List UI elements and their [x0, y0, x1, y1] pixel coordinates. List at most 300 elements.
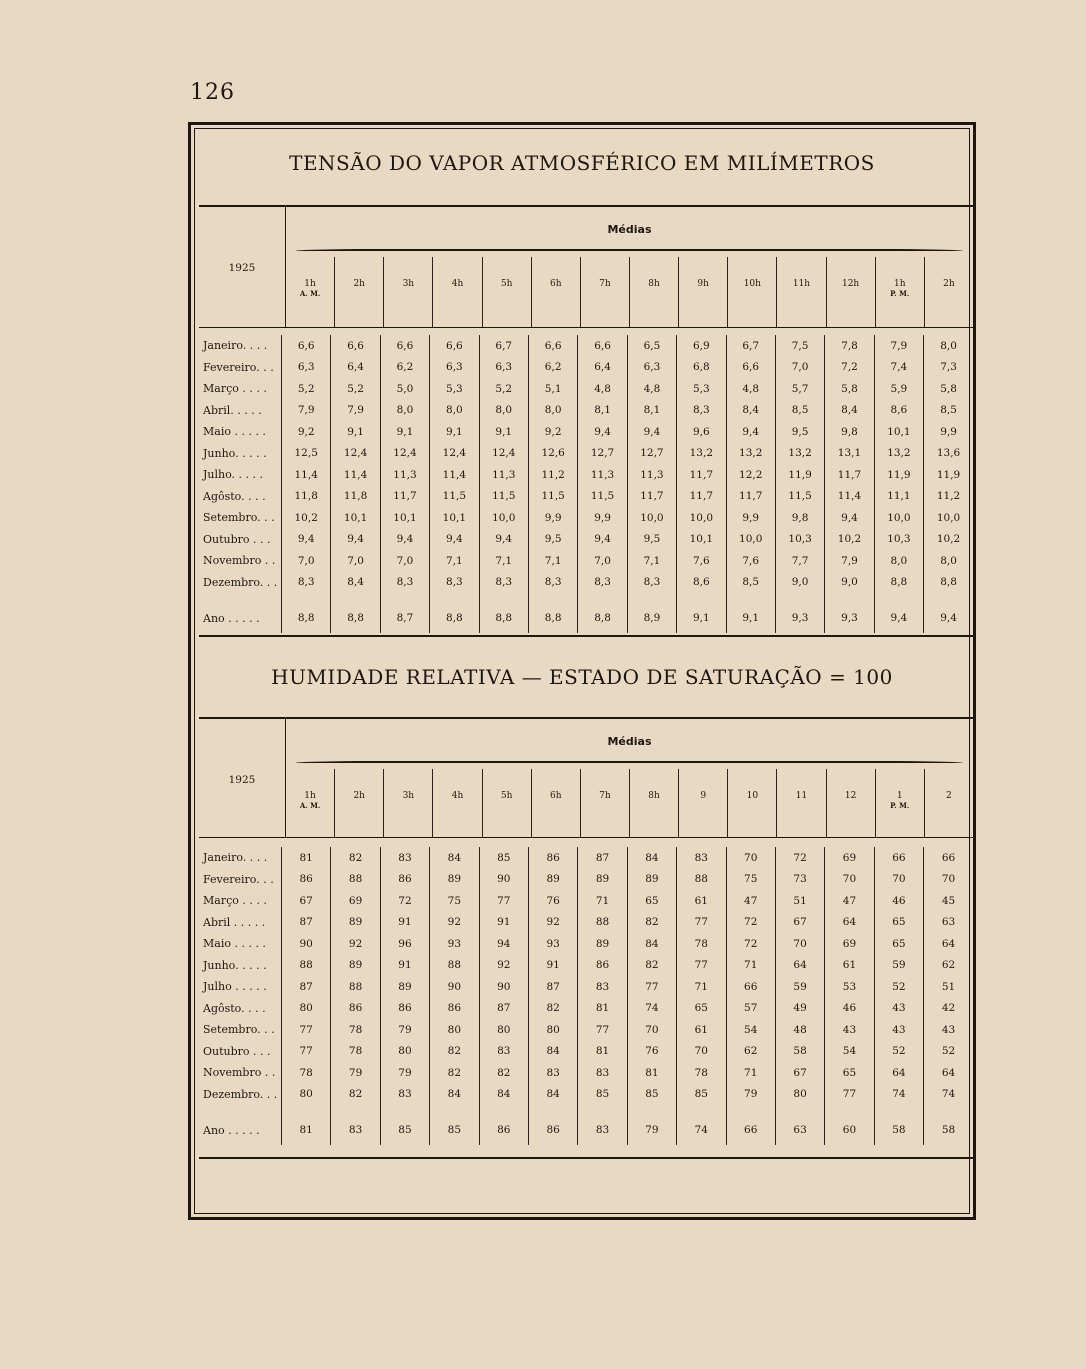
table-cell: 7,9 [331, 400, 380, 422]
table-cell: 51 [924, 976, 973, 998]
table-cell: 47 [825, 890, 874, 912]
table-cell: 78 [677, 933, 726, 955]
table-row [199, 933, 973, 955]
table-cell: 86 [331, 998, 380, 1020]
table-cell: 9,3 [775, 603, 824, 633]
table-cell: 7,1 [479, 550, 528, 572]
table-cell: 7,0 [331, 550, 380, 572]
table-cell: 12,7 [627, 443, 676, 465]
spacer-row [199, 1105, 973, 1115]
table-cell: 79 [726, 1084, 775, 1106]
table-cell: 10,0 [726, 529, 775, 551]
table-cell: 11,7 [380, 486, 429, 508]
row-label: Novembro . . [203, 554, 276, 568]
table-cell: 9,2 [528, 421, 577, 443]
table-cell: 87 [479, 998, 528, 1020]
table-cell: 86 [528, 847, 577, 869]
table-cell: 5,3 [677, 378, 726, 400]
hour-label: 8h [648, 279, 660, 289]
table-cell: 91 [528, 955, 577, 977]
table-cell: 9,4 [479, 529, 528, 551]
table-cell: 65 [874, 912, 923, 934]
table-cell: 11,2 [528, 464, 577, 486]
table-cell: 9,1 [430, 421, 479, 443]
table-cell: 84 [627, 847, 676, 869]
table-cell: 82 [430, 1062, 479, 1084]
table-cell: 80 [775, 1084, 824, 1106]
table-cell: 11,5 [578, 486, 627, 508]
table-cell: 89 [430, 869, 479, 891]
table-cell: 83 [479, 1041, 528, 1063]
table-cell: 88 [331, 869, 380, 891]
table-cell: 46 [874, 890, 923, 912]
table-cell: 8,7 [380, 603, 429, 633]
table-cell: 12,4 [430, 443, 479, 465]
table-cell: 8,0 [430, 400, 479, 422]
hour-label: 4h [451, 279, 464, 289]
table-cell: 7,0 [578, 550, 627, 572]
table-cell: 9,4 [380, 529, 429, 551]
table-cell: 80 [282, 998, 331, 1020]
table-cell: 7,1 [430, 550, 479, 572]
hour-header [776, 257, 825, 327]
table-cell: 9,5 [627, 529, 676, 551]
hour-label: 1h [893, 279, 906, 289]
table-row [199, 1019, 973, 1041]
table-cell: 52 [924, 1041, 973, 1063]
table-cell: 72 [775, 847, 824, 869]
table-cell: 10,0 [677, 507, 726, 529]
hour-label: 2h [353, 279, 365, 289]
table-cell: 77 [282, 1041, 331, 1063]
table-cell: 65 [874, 933, 923, 955]
table-cell: 51 [775, 890, 824, 912]
table-cell: 9,4 [627, 421, 676, 443]
hour-label: 5h [500, 791, 513, 801]
table-cell: 83 [677, 847, 726, 869]
table-cell: 4,8 [627, 378, 676, 400]
table-cell: 87 [528, 976, 577, 998]
table-cell: 70 [775, 933, 824, 955]
hour-label: 10h [743, 279, 761, 289]
row-label: Dezembro. . . [203, 1087, 278, 1101]
table-row [199, 1084, 973, 1106]
table-cell: 69 [825, 847, 874, 869]
table-cell: 6,5 [627, 335, 676, 357]
table-cell: 9,8 [825, 421, 874, 443]
table-cell: 78 [331, 1019, 380, 1041]
table-cell: 9,1 [380, 421, 429, 443]
table-cell: 70 [924, 869, 973, 891]
row-label: Março . . . . [203, 894, 267, 908]
table-cell: 12,7 [578, 443, 627, 465]
table-row [199, 955, 973, 977]
table-cell: 6,2 [380, 357, 429, 379]
hour-header [629, 257, 678, 327]
table-cell: 89 [331, 955, 380, 977]
table-cell: 70 [726, 847, 775, 869]
spacer-row [199, 593, 973, 603]
table-cell: 89 [331, 912, 380, 934]
table-cell: 7,6 [677, 550, 726, 572]
table-cell: 77 [282, 1019, 331, 1041]
table-cell: 13,2 [775, 443, 824, 465]
row-label: Março . . . . [203, 382, 267, 396]
row-label: Ano . . . . . [203, 611, 260, 625]
humidity-header [199, 717, 973, 838]
table-cell: 67 [282, 890, 331, 912]
table-cell: 88 [578, 912, 627, 934]
table-cell: 71 [578, 890, 627, 912]
table-cell: 11,3 [627, 464, 676, 486]
table-cell: 8,0 [380, 400, 429, 422]
table-cell: 5,2 [282, 378, 331, 400]
table-cell: 83 [380, 847, 429, 869]
table-cell: 89 [627, 869, 676, 891]
table-cell: 8,6 [677, 572, 726, 594]
table-cell: 11,4 [430, 464, 479, 486]
table-cell: 9,4 [825, 507, 874, 529]
hour-header [727, 257, 776, 327]
table-cell: 60 [825, 1115, 874, 1145]
hour-header [580, 769, 629, 837]
table-cell: 77 [825, 1084, 874, 1106]
row-label: Agôsto. . . . [203, 1001, 266, 1015]
table-cell: 61 [677, 1019, 726, 1041]
table-cell: 6,6 [726, 357, 775, 379]
table-cell: 72 [726, 933, 775, 955]
table-cell: 9,2 [282, 421, 331, 443]
table-cell: 49 [775, 998, 824, 1020]
table-cell: 80 [430, 1019, 479, 1041]
table-cell: 86 [380, 998, 429, 1020]
table-cell: 70 [874, 869, 923, 891]
table-cell: 54 [825, 1041, 874, 1063]
table-cell: 67 [775, 1062, 824, 1084]
table-cell: 11,8 [331, 486, 380, 508]
table-cell: 81 [578, 998, 627, 1020]
row-label: Abril. . . . . [203, 403, 262, 417]
table-cell: 61 [825, 955, 874, 977]
table-cell: 87 [282, 976, 331, 998]
table-cell: 79 [627, 1115, 676, 1145]
table-cell: 9,9 [528, 507, 577, 529]
table-cell: 79 [380, 1019, 429, 1041]
table-cell: 7,9 [825, 550, 874, 572]
table-cell: 52 [874, 976, 923, 998]
table-cell: 5,2 [479, 378, 528, 400]
vapor-medias-brace [295, 249, 963, 251]
row-label: Junho. . . . . [203, 446, 267, 460]
table-row [199, 976, 973, 998]
hour-header [432, 257, 481, 327]
hour-label: 9h [697, 279, 709, 289]
table-cell: 42 [924, 998, 973, 1020]
hour-label: 5h [500, 279, 513, 289]
hour-label: 6h [550, 279, 562, 289]
hour-label: 1h [304, 279, 316, 289]
table-cell: 84 [430, 1084, 479, 1106]
table-cell: 11,2 [924, 486, 973, 508]
table-row [199, 335, 973, 357]
table-cell: 10,1 [677, 529, 726, 551]
table-cell: 8,5 [726, 572, 775, 594]
table-cell: 88 [282, 955, 331, 977]
table-cell: 52 [874, 1041, 923, 1063]
table-cell: 7,2 [825, 357, 874, 379]
table-cell: 80 [479, 1019, 528, 1041]
table-cell: 90 [430, 976, 479, 998]
table-cell: 74 [677, 1115, 726, 1145]
table-cell: 13,2 [874, 443, 923, 465]
table-cell: 46 [825, 998, 874, 1020]
table-cell: 89 [528, 869, 577, 891]
table-cell: 93 [430, 933, 479, 955]
table-cell: 8,8 [528, 603, 577, 633]
table-cell: 8,3 [578, 572, 627, 594]
table-cell: 7,8 [825, 335, 874, 357]
hour-label: 2h [943, 279, 955, 289]
table-cell: 77 [578, 1019, 627, 1041]
table-cell: 9,9 [726, 507, 775, 529]
table-cell: 11,9 [874, 464, 923, 486]
table-cell: 91 [380, 912, 429, 934]
humidity-table [199, 847, 973, 1145]
table-cell: 86 [282, 869, 331, 891]
table-cell: 83 [528, 1062, 577, 1084]
table-cell: 73 [775, 869, 824, 891]
table-row [199, 1115, 973, 1145]
table-cell: 10,1 [331, 507, 380, 529]
table-cell: 86 [479, 1115, 528, 1145]
table-row [199, 912, 973, 934]
table-cell: 8,3 [380, 572, 429, 594]
table-cell: 82 [479, 1062, 528, 1084]
table-cell: 64 [775, 955, 824, 977]
table-row [199, 572, 973, 594]
table-cell: 9,5 [528, 529, 577, 551]
table-row [199, 869, 973, 891]
page-frame [188, 122, 976, 1220]
table-cell: 83 [331, 1115, 380, 1145]
humidity-title: HUMIDADE RELATIVA — ESTADO DE SATURAÇÃO = 100 [271, 665, 893, 689]
table-cell: 63 [924, 912, 973, 934]
hour-header [629, 769, 678, 837]
row-label: Janeiro. . . . [203, 851, 268, 865]
hour-header [580, 257, 629, 327]
table-cell: 8,3 [677, 400, 726, 422]
table-cell: 8,6 [874, 400, 923, 422]
table-cell: 96 [380, 933, 429, 955]
table-cell: 84 [627, 933, 676, 955]
table-cell: 11,3 [380, 464, 429, 486]
page-number: 126 [190, 80, 235, 105]
table-cell: 76 [528, 890, 577, 912]
hour-header [826, 769, 875, 837]
table-cell: 94 [479, 933, 528, 955]
table-cell: 89 [380, 976, 429, 998]
hour-label: 2h [353, 791, 365, 801]
table-row [199, 1062, 973, 1084]
table-cell: 11,7 [677, 464, 726, 486]
table-cell: 89 [578, 869, 627, 891]
table-cell: 84 [528, 1041, 577, 1063]
table-cell: 70 [825, 869, 874, 891]
table-cell: 6,6 [578, 335, 627, 357]
hour-label: 11h [792, 279, 811, 289]
table-cell: 6,4 [578, 357, 627, 379]
table-cell: 11,7 [677, 486, 726, 508]
table-cell: 8,3 [479, 572, 528, 594]
hour-header [531, 769, 580, 837]
table-cell: 65 [627, 890, 676, 912]
table-cell: 11,3 [479, 464, 528, 486]
table-cell: 75 [430, 890, 479, 912]
table-cell: 54 [726, 1019, 775, 1041]
table-cell: 92 [430, 912, 479, 934]
hour-header [334, 257, 383, 327]
table-cell: 77 [479, 890, 528, 912]
table-cell: 8,5 [924, 400, 973, 422]
row-label: Agôsto. . . . [203, 489, 266, 503]
hour-label: 8h [648, 791, 660, 801]
table-row [199, 507, 973, 529]
table-cell: 6,6 [331, 335, 380, 357]
table-cell: 12,5 [282, 443, 331, 465]
table-row [199, 550, 973, 572]
table-cell: 8,0 [924, 550, 973, 572]
table-cell: 9,6 [677, 421, 726, 443]
table-cell: 79 [380, 1062, 429, 1084]
table-cell: 61 [677, 890, 726, 912]
table-cell: 58 [775, 1041, 824, 1063]
table-cell: 71 [726, 1062, 775, 1084]
table-cell: 4,8 [726, 378, 775, 400]
row-label: Fevereiro. . . [203, 360, 274, 374]
table-cell: 79 [331, 1062, 380, 1084]
table-cell: 65 [825, 1062, 874, 1084]
table-cell: 7,9 [282, 400, 331, 422]
humidity-medias-label: Médias [607, 735, 652, 748]
table-cell: 82 [627, 912, 676, 934]
table-cell: 85 [380, 1115, 429, 1145]
hour-label: 9 [700, 791, 707, 801]
table-cell: 64 [825, 912, 874, 934]
table-cell: 86 [578, 955, 627, 977]
table-cell: 90 [282, 933, 331, 955]
table-cell: 10,0 [627, 507, 676, 529]
table-cell: 75 [726, 869, 775, 891]
table-cell: 85 [627, 1084, 676, 1106]
table-cell: 71 [726, 955, 775, 977]
table-cell: 64 [924, 933, 973, 955]
hour-header [383, 769, 432, 837]
hour-header [678, 257, 727, 327]
table-cell: 6,3 [430, 357, 479, 379]
table-cell: 85 [578, 1084, 627, 1106]
table-cell: 12,4 [479, 443, 528, 465]
table-cell: 6,2 [528, 357, 577, 379]
table-cell: 8,4 [726, 400, 775, 422]
table-row [199, 400, 973, 422]
table-cell: 92 [528, 912, 577, 934]
table-cell: 13,2 [726, 443, 775, 465]
table-cell: 9,3 [825, 603, 874, 633]
table-cell: 7,0 [282, 550, 331, 572]
table-cell: 10,3 [874, 529, 923, 551]
table-cell: 91 [479, 912, 528, 934]
table-cell: 9,4 [331, 529, 380, 551]
table-cell: 72 [726, 912, 775, 934]
table-cell: 10,3 [775, 529, 824, 551]
table-cell: 48 [775, 1019, 824, 1041]
row-label: Julho . . . . . [203, 980, 267, 994]
table-cell: 65 [677, 998, 726, 1020]
table-cell: 83 [578, 1115, 627, 1145]
row-label: Outubro . . . [203, 532, 271, 546]
table-cell: 85 [430, 1115, 479, 1145]
table-cell: 9,1 [726, 603, 775, 633]
hour-period: A. M. [299, 288, 321, 298]
table-cell: 64 [874, 1062, 923, 1084]
table-cell: 83 [380, 1084, 429, 1106]
table-cell: 8,8 [874, 572, 923, 594]
table-cell: 5,3 [430, 378, 479, 400]
table-cell: 7,1 [627, 550, 676, 572]
hour-header [531, 257, 580, 327]
humidity-hour-row [286, 769, 973, 837]
hour-label: 12 [844, 791, 857, 801]
table-cell: 86 [380, 869, 429, 891]
table-cell: 8,8 [430, 603, 479, 633]
hour-label: 3h [402, 279, 415, 289]
table-cell: 91 [380, 955, 429, 977]
table-cell: 9,4 [578, 529, 627, 551]
table-cell: 81 [578, 1041, 627, 1063]
table-cell: 85 [479, 847, 528, 869]
table-cell: 71 [677, 976, 726, 998]
table-cell: 6,7 [479, 335, 528, 357]
row-label: Maio . . . . . [203, 425, 266, 439]
table-cell: 9,4 [282, 529, 331, 551]
row-label: Outubro . . . [203, 1044, 271, 1058]
table-cell: 8,8 [331, 603, 380, 633]
vapor-title: TENSÃO DO VAPOR ATMOSFÉRICO EM MILÍMETROS [289, 151, 875, 175]
table-cell: 84 [430, 847, 479, 869]
table-cell: 76 [627, 1041, 676, 1063]
table-cell: 69 [825, 933, 874, 955]
table-cell: 92 [331, 933, 380, 955]
table-cell: 77 [627, 976, 676, 998]
hour-label: 7h [599, 279, 611, 289]
table-cell: 87 [578, 847, 627, 869]
table-cell: 59 [874, 955, 923, 977]
table-cell: 11,9 [924, 464, 973, 486]
table-row [199, 378, 973, 400]
table-cell: 45 [924, 890, 973, 912]
table-cell: 8,4 [331, 572, 380, 594]
row-label: Junho. . . . . [203, 958, 267, 972]
table-cell: 8,1 [627, 400, 676, 422]
table-cell: 8,3 [430, 572, 479, 594]
table-cell: 6,6 [380, 335, 429, 357]
table-cell: 9,9 [924, 421, 973, 443]
table-cell: 53 [825, 976, 874, 998]
table-cell: 8,0 [479, 400, 528, 422]
table-cell: 11,4 [282, 464, 331, 486]
hour-header [727, 769, 776, 837]
table-cell: 7,4 [874, 357, 923, 379]
